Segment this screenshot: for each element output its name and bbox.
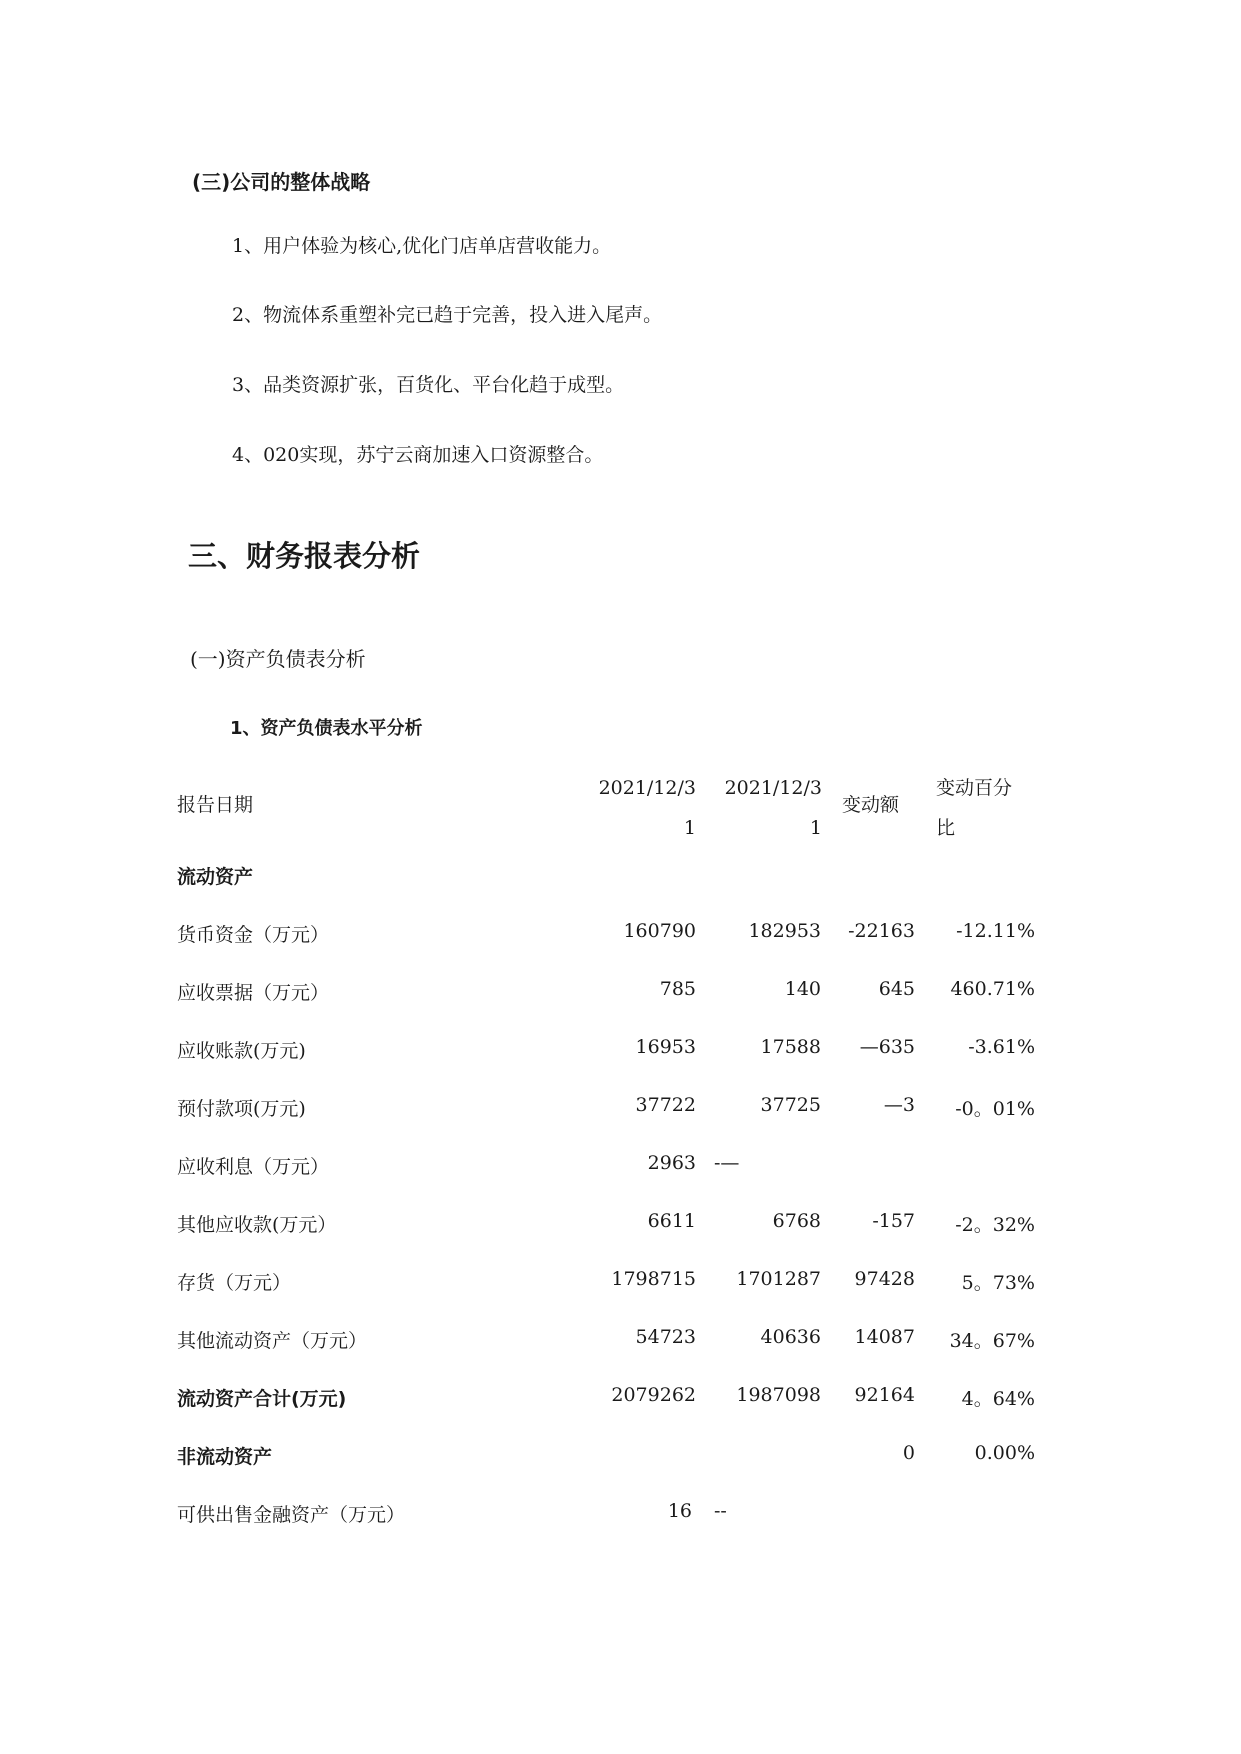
row-change-pct: -0。01% bbox=[955, 1098, 1035, 1120]
row-value-2021-a: 160790 bbox=[623, 920, 696, 942]
row-change: -157 bbox=[872, 1210, 915, 1232]
row-change-pct: 34。67% bbox=[949, 1330, 1035, 1352]
row-label: 应收账款(万元) bbox=[177, 1040, 306, 1062]
row-value-2021-b: 40636 bbox=[760, 1326, 821, 1348]
row-label: 货币资金（万元） bbox=[177, 924, 330, 946]
table-row bbox=[0, 1210, 1241, 1238]
strategy-item: 3、品类资源扩张，百货化、平台化趋于成型。 bbox=[232, 374, 625, 396]
table-row bbox=[0, 862, 1241, 890]
row-value-2021-b: 6768 bbox=[772, 1210, 821, 1232]
row-change: —3 bbox=[883, 1094, 915, 1116]
row-label: 非流动资产 bbox=[177, 1446, 273, 1468]
row-value-2021-b: 1701287 bbox=[736, 1268, 821, 1290]
row-label: 预付款项(万元) bbox=[177, 1098, 306, 1120]
row-missing-dash: -— bbox=[714, 1152, 740, 1174]
row-change: —635 bbox=[859, 1036, 915, 1058]
header-change: 变动额 bbox=[842, 794, 900, 816]
table-row bbox=[0, 1384, 1241, 1412]
row-change-pct: 460.71% bbox=[950, 978, 1035, 1000]
row-label: 其他应收款(万元） bbox=[177, 1214, 337, 1236]
horizontal-analysis-heading: 1、资产负债表水平分析 bbox=[230, 718, 423, 739]
header-date-1: 2021/12/3 1 bbox=[598, 777, 696, 839]
row-change-pct: -2。32% bbox=[955, 1214, 1035, 1236]
row-change-pct: -12.11% bbox=[956, 920, 1035, 942]
row-change: 14087 bbox=[854, 1326, 915, 1348]
header-report-date: 报告日期 bbox=[177, 794, 254, 816]
row-change: 97428 bbox=[854, 1268, 915, 1290]
section-title: 三、财务报表分析 bbox=[188, 539, 421, 573]
row-value-2021-b: 1987098 bbox=[736, 1384, 821, 1406]
row-change-pct: 4。64% bbox=[961, 1388, 1035, 1410]
row-value-2021-a: 6611 bbox=[647, 1210, 696, 1232]
table-row bbox=[0, 978, 1241, 1006]
row-change-pct: -3.61% bbox=[968, 1036, 1035, 1058]
table-row bbox=[0, 1094, 1241, 1122]
table-row bbox=[0, 920, 1241, 948]
row-change-pct: 0.00% bbox=[974, 1442, 1035, 1464]
row-change-pct: 5。73% bbox=[961, 1272, 1035, 1294]
row-value-2021-b: 140 bbox=[784, 978, 821, 1000]
row-change: 92164 bbox=[854, 1384, 915, 1406]
subsection-heading: (三)公司的整体战略 bbox=[192, 170, 371, 194]
row-missing-dash: -- bbox=[714, 1500, 727, 1522]
row-value-2021-a: 1798715 bbox=[611, 1268, 696, 1290]
strategy-item: 4、020实现，苏宁云商加速入口资源整合。 bbox=[232, 444, 604, 466]
table-row bbox=[0, 1442, 1241, 1470]
table-row bbox=[0, 1326, 1241, 1354]
row-value-2021-a: 16953 bbox=[635, 1036, 696, 1058]
row-value-2021-a: 785 bbox=[659, 978, 696, 1000]
row-value-2021-a: 54723 bbox=[635, 1326, 696, 1348]
row-label: 流动资产合计(万元) bbox=[177, 1388, 347, 1410]
row-value-2021-a: 16 bbox=[667, 1500, 692, 1522]
table-row bbox=[0, 1152, 1241, 1180]
row-change: 0 bbox=[902, 1442, 915, 1464]
row-change: 645 bbox=[878, 978, 915, 1000]
row-value-2021-b: 17588 bbox=[760, 1036, 821, 1058]
balance-sheet-heading: (一)资产负债表分析 bbox=[190, 647, 366, 671]
strategy-item: 2、物流体系重塑补完已趋于完善，投入进入尾声。 bbox=[232, 304, 663, 326]
row-label: 存货（万元） bbox=[177, 1272, 292, 1294]
row-label: 流动资产 bbox=[177, 866, 254, 888]
row-label: 应收票据（万元） bbox=[177, 982, 330, 1004]
row-label: 可供出售金融资产（万元） bbox=[177, 1504, 406, 1526]
row-value-2021-a: 2079262 bbox=[611, 1384, 696, 1406]
row-label: 其他流动资产（万元） bbox=[177, 1330, 368, 1352]
table-row bbox=[0, 1036, 1241, 1064]
row-value-2021-a: 2963 bbox=[647, 1152, 696, 1174]
row-change: -22163 bbox=[848, 920, 915, 942]
strategy-item: 1、用户体验为核心,优化门店单店营收能力。 bbox=[232, 235, 612, 257]
table-row bbox=[0, 1268, 1241, 1296]
row-label: 应收利息（万元） bbox=[177, 1156, 330, 1178]
table-row bbox=[0, 1500, 1241, 1528]
header-date-2: 2021/12/3 1 bbox=[724, 777, 822, 839]
header-change-pct: 变动百分 比 bbox=[936, 777, 1013, 839]
row-value-2021-a: 37722 bbox=[635, 1094, 696, 1116]
row-value-2021-b: 182953 bbox=[748, 920, 821, 942]
row-value-2021-b: 37725 bbox=[760, 1094, 821, 1116]
